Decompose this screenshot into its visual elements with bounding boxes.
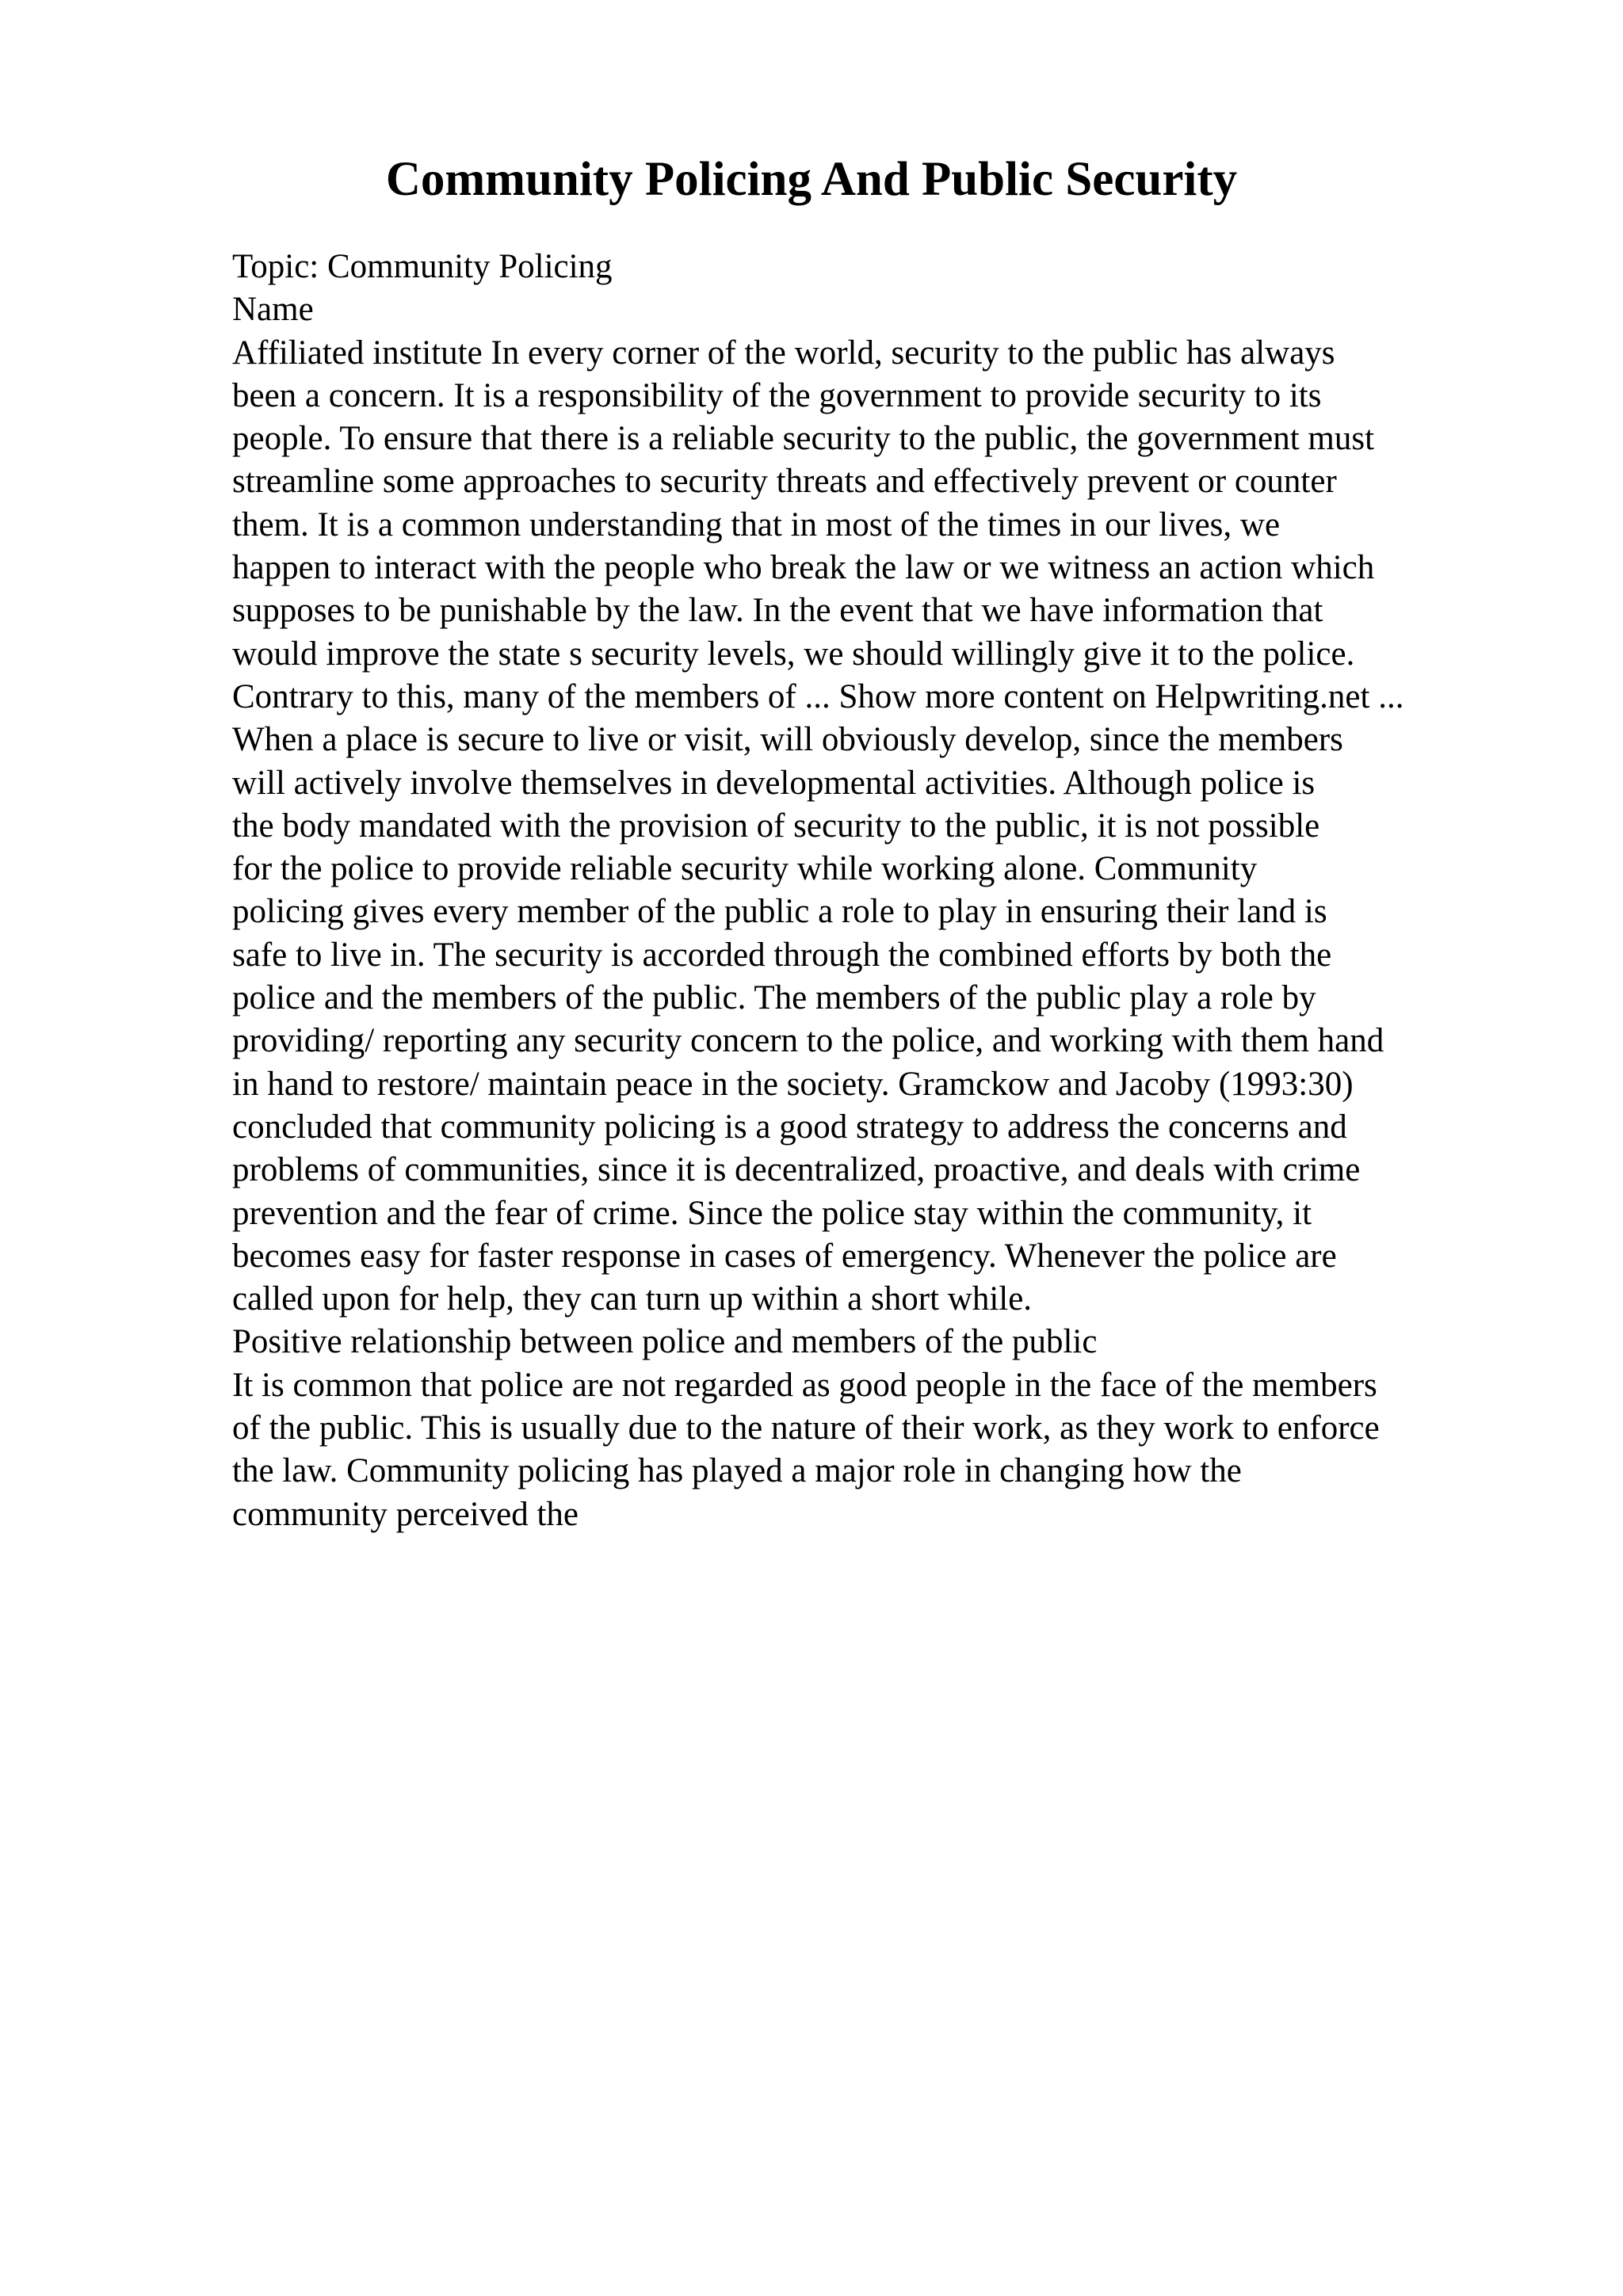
body-line: of the public. This is usually due to the nature of their work, as they work to enforce <box>232 1409 1380 1447</box>
body-line: police and the members of the public. The members of the public play a role by <box>232 979 1316 1017</box>
body-line: It is common that police are not regarded as good people in the face of the members <box>232 1366 1377 1404</box>
body-line: policing gives every member of the public a role to play in ensuring their land is <box>232 893 1327 931</box>
body-line: people. To ensure that there is a reliable security to the public, the government must <box>232 420 1375 458</box>
body-line: been a concern. It is a responsibility of the government to provide security to its <box>232 376 1322 414</box>
body-line: Affiliated institute In every corner of the world, security to the public has always <box>232 334 1335 372</box>
body-line: happen to interact with the people who break the law or we witness an action which <box>232 549 1375 587</box>
body-line: When a place is secure to live or visit, will obviously develop, since the members <box>232 721 1343 759</box>
body-line: community perceived the <box>232 1495 579 1533</box>
body-line: the law. Community policing has played a major role in changing how the <box>232 1452 1242 1490</box>
body-line: Contrary to this, many of the members of ... Show more content on Helpwriting.net ... <box>232 677 1404 715</box>
body-line: in hand to restore/ maintain peace in the society. Gramckow and Jacoby (1993:30) <box>232 1065 1354 1103</box>
body-line: prevention and the fear of crime. Since the police stay within the community, it <box>232 1194 1312 1232</box>
body-line: problems of communities, since it is decentralized, proactive, and deals with crime <box>232 1151 1361 1189</box>
body-line: would improve the state s security levels, we should willingly give it to the police. <box>232 635 1355 673</box>
body-line: concluded that community policing is a good strategy to address the concerns and <box>232 1108 1347 1146</box>
body-line: supposes to be punishable by the law. In the event that we have information that <box>232 592 1323 630</box>
body-line: safe to live in. The security is accorded through the combined efforts by both the <box>232 936 1332 974</box>
body-line: Name <box>232 291 314 329</box>
document-body <box>232 246 1500 1536</box>
body-line: for the police to provide reliable security while working alone. Community <box>232 850 1258 888</box>
section-heading: Positive relationship between police and members of the public <box>232 1323 1098 1361</box>
body-line: will actively involve themselves in developmental activities. Although police is <box>232 764 1316 802</box>
body-line: Topic: Community Policing <box>232 248 613 285</box>
document-title: Community Policing And Public Security <box>385 153 1238 206</box>
body-line: the body mandated with the provision of security to the public, it is not possible <box>232 807 1320 845</box>
body-line: providing/ reporting any security concern to the police, and working with them hand <box>232 1022 1384 1060</box>
body-line: called upon for help, they can turn up within a short while. <box>232 1280 1033 1318</box>
body-line: streamline some approaches to security threats and effectively prevent or counter <box>232 463 1337 501</box>
body-line: them. It is a common understanding that in most of the times in our lives, we <box>232 505 1281 543</box>
body-line: becomes easy for faster response in cases of emergency. Whenever the police are <box>232 1237 1337 1275</box>
